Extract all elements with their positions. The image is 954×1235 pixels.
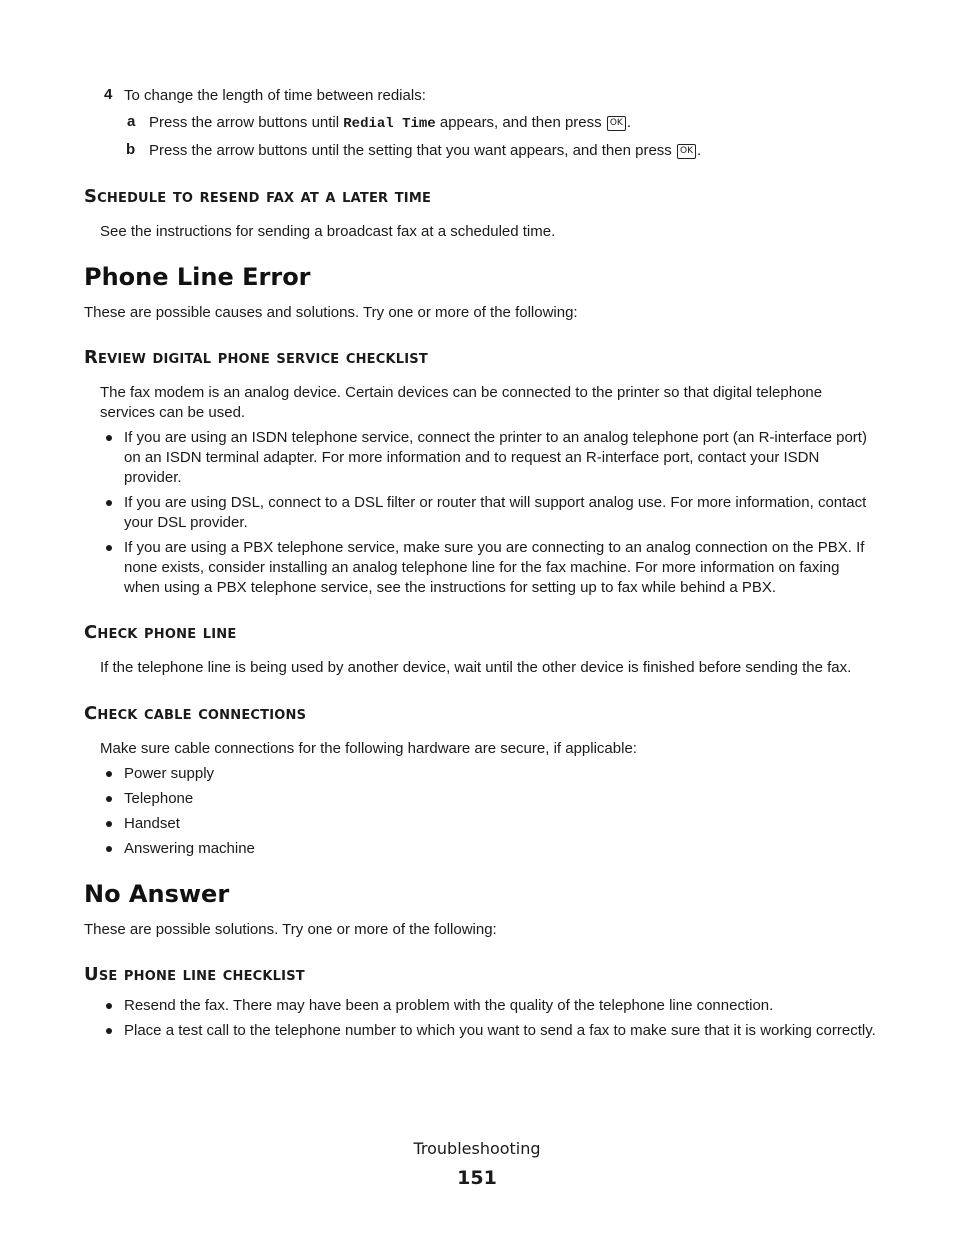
footer-section: Troubleshooting [413, 1139, 541, 1158]
list-item-text: Handset [124, 815, 180, 832]
list-item-text: Telephone [124, 790, 194, 807]
list-item-text: If you are using a PBX telephone service, make sure you are connecting to an analog connection on the PBX. If none exists, consider installing an analog telephone line for the fax machine. For more information on faxing when using a PBX telephone service, see the instructions for setting up to fax while behind a PBX. [124, 539, 865, 596]
schedule-text: See the instructions for sending a broadcast fax at a scheduled time. [100, 223, 556, 240]
list-item-text: Power supply [124, 765, 215, 782]
bullet-icon [106, 1028, 112, 1034]
use-phone-line-bullets [106, 996, 876, 1046]
ok-button-icon: OK [607, 116, 626, 131]
list-item [106, 814, 876, 834]
substep-a-pre: Press the arrow buttons until [149, 114, 344, 131]
heading-schedule: Schedule to resend fax at a later time [84, 186, 432, 207]
review-digital-text: The fax modem is an analog device. Certain devices can be connected to the printer so that digital telephone services can be used. [100, 384, 823, 421]
bullet-icon [106, 500, 112, 506]
bullet-icon [106, 796, 112, 802]
step-number: 4 [104, 86, 113, 103]
list-item [106, 538, 876, 598]
list-item [106, 996, 876, 1016]
heading-review-digital: Review digital phone service checklist [84, 347, 428, 368]
substep-a-end: . [626, 114, 631, 131]
substep-b-end: . [696, 142, 702, 159]
no-answer-intro: These are possible solutions. Try one or more of the following: [84, 921, 497, 938]
substep-a-post: appears, and then press [435, 114, 606, 131]
bullet-icon [106, 771, 112, 777]
list-item-text: Answering machine [124, 840, 255, 857]
substep-b [149, 141, 701, 161]
heading-check-cable: Check cable connections [84, 703, 307, 724]
list-item [106, 1021, 876, 1041]
redial-time-code: Redial Time [343, 116, 436, 132]
substep-b-pre: Press the arrow buttons until the setting that you want appears, and then press [149, 142, 676, 159]
bullet-icon [106, 821, 112, 827]
check-cable-bullets [106, 764, 876, 864]
bullet-icon [106, 846, 112, 852]
phone-line-error-intro: These are possible causes and solutions. Try one or more of the following: [84, 304, 578, 321]
check-phone-line-text: If the telephone line is being used by another device, wait until the other device is finished before sending the fax. [100, 659, 852, 676]
list-item-text: Place a test call to the telephone number to which you want to send a fax to make sure that it is working correctly. [124, 1022, 876, 1039]
step-text: To change the length of time between redials: [124, 87, 426, 104]
substep-a [149, 113, 631, 134]
list-item [106, 493, 876, 533]
list-item-text: If you are using an ISDN telephone service, connect the printer to an analog telephone port (an R-interface port) on an ISDN terminal adapter. For more information and to request an R-interface port, contact your ISDN provider. [124, 429, 867, 486]
bullet-icon [106, 435, 112, 441]
substep-letter-b: b [126, 141, 136, 158]
title-no-answer: No Answer [84, 880, 230, 908]
bullet-icon [106, 1003, 112, 1009]
list-item [106, 764, 876, 784]
substep-letter-a: a [127, 113, 136, 130]
page-number: 151 [457, 1167, 497, 1189]
list-item-text: Resend the fax. There may have been a problem with the quality of the telephone line connection. [124, 997, 774, 1014]
list-item [106, 428, 876, 488]
ok-button-icon: OK [677, 144, 696, 159]
heading-use-phone-line: Use phone line checklist [84, 964, 305, 985]
bullet-icon [106, 545, 112, 551]
list-item-text: If you are using DSL, connect to a DSL filter or router that will support analog use. For more information, contact your DSL provider. [124, 494, 867, 531]
list-item [106, 839, 876, 859]
check-cable-text: Make sure cable connections for the following hardware are secure, if applicable: [100, 740, 637, 757]
list-item [106, 789, 876, 809]
review-digital-bullets [106, 428, 876, 603]
title-phone-line-error: Phone Line Error [84, 263, 311, 291]
heading-check-phone-line: Check phone line [84, 622, 237, 643]
